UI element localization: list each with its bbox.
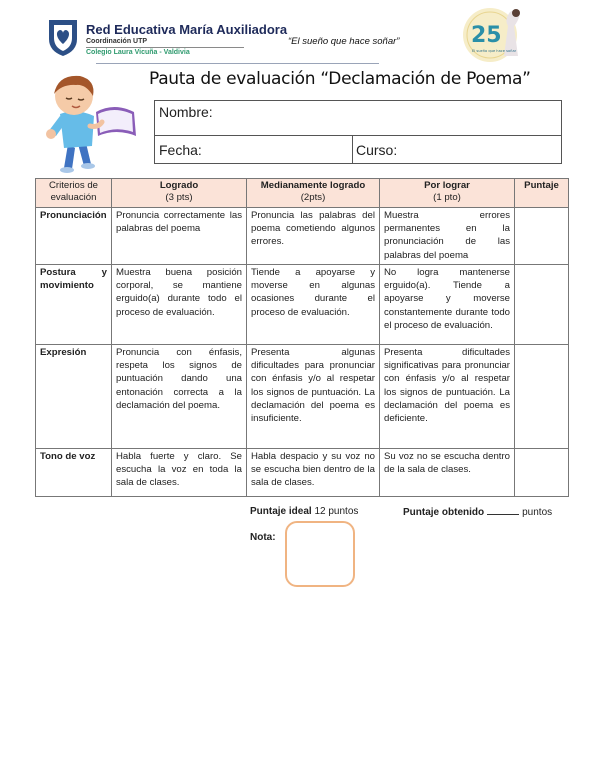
obtained-score-blank[interactable]	[487, 506, 519, 515]
course-field-label: Curso:	[356, 142, 398, 158]
name-field-label: Nombre:	[159, 104, 213, 120]
not-achieved-cell: Presenta dificultades significativas para pronunciar con énfasis y/o al respetar los signos de puntuación. La declamación del poema es deficiente.	[380, 344, 515, 448]
score-cell	[515, 264, 569, 344]
table-row	[36, 264, 569, 344]
score-cell	[515, 207, 569, 264]
not-achieved-cell: Su voz no se escucha dentro de la sala de clases.	[380, 448, 515, 496]
child-reading-illustration	[38, 70, 148, 174]
achieved-cell: Muestra buena posición corporal, se mantiene erguido(a) durante todo el proceso de evaluación.	[112, 264, 247, 344]
header-rule	[96, 63, 379, 64]
motto: “El sueño que hace soñar”	[288, 36, 400, 47]
partial-cell: Habla despacio y su voz no se escucha bien dentro de la sala de clases.	[247, 448, 380, 496]
header-criteria: Criterios de evaluación	[36, 179, 112, 208]
partial-cell: Tiende a apoyarse y moverse en algunas ocasiones durante el proceso de evaluación.	[247, 264, 380, 344]
partial-cell: Pronuncia las palabras del poema cometiendo algunos errores.	[247, 207, 380, 264]
org-unit: Coordinación UTP	[86, 38, 148, 45]
ideal-score	[250, 506, 358, 517]
obtained-score	[403, 506, 552, 518]
anniversary-25-icon	[460, 4, 532, 66]
achieved-cell: Pronuncia con énfasis, respeta los signos de puntuación dando una entonación correcta a la declamación del poema.	[112, 344, 247, 448]
header-achieved: Logrado (3 pts)	[112, 179, 247, 208]
org-name: Red Educativa María Auxiliadora	[86, 22, 288, 37]
not-achieved-cell: No logra mantenerse erguido(a). Tiende a apoyarse y moverse constantemente durante todo el proceso de evaluación.	[380, 264, 515, 344]
grade-box[interactable]	[285, 521, 355, 587]
score-cell	[515, 448, 569, 496]
rubric-table	[35, 178, 569, 497]
table-row	[36, 344, 569, 448]
org-divider	[86, 47, 244, 48]
school-logo-icon	[45, 17, 81, 57]
header-partial: Medianamente logrado (2pts)	[247, 179, 380, 208]
form-divider	[154, 135, 562, 136]
obtained-score-label: Puntaje obtenido	[403, 507, 485, 518]
achieved-cell: Habla fuerte y claro. Se escucha la voz en toda la sala de clases.	[112, 448, 247, 496]
header-not-achieved: Por lograr (1 pto)	[380, 179, 515, 208]
ideal-score-value: 12 puntos	[314, 506, 359, 517]
grade-label: Nota:	[250, 532, 276, 543]
form-divider-vertical	[352, 135, 353, 164]
criterion-cell: Pronunciación	[36, 207, 112, 264]
school-name: Colegio Laura Vicuña - Valdivia	[86, 49, 190, 56]
header-score: Puntaje	[515, 179, 569, 208]
criterion-cell: Postura y movimiento	[36, 264, 112, 344]
anniversary-caption: El sueño que hace soñar	[472, 49, 517, 53]
criterion-cell: Tono de voz	[36, 448, 112, 496]
anniversary-logo	[460, 4, 532, 66]
score-cell	[515, 344, 569, 448]
anniversary-number: 25	[471, 23, 502, 48]
not-achieved-cell: Muestra errores permanentes en la pronunciación de las palabras del poema	[380, 207, 515, 264]
partial-cell: Presenta algunas dificultades para pronunciar con énfasis y/o al respetar los signos de puntuación. La declamación del poema es insuficiente.	[247, 344, 380, 448]
ideal-score-label: Puntaje ideal	[250, 506, 312, 517]
date-field-label: Fecha:	[159, 142, 202, 158]
table-row	[36, 448, 569, 496]
table-header-row	[36, 179, 569, 208]
page-title: Pauta de evaluación “Declamación de Poema”	[149, 69, 531, 89]
child-reading-book-icon	[46, 76, 136, 173]
achieved-cell: Pronuncia correctamente las palabras del poema	[112, 207, 247, 264]
table-row	[36, 207, 569, 264]
criterion-cell: Expresión	[36, 344, 112, 448]
obtained-score-unit: puntos	[522, 507, 553, 518]
